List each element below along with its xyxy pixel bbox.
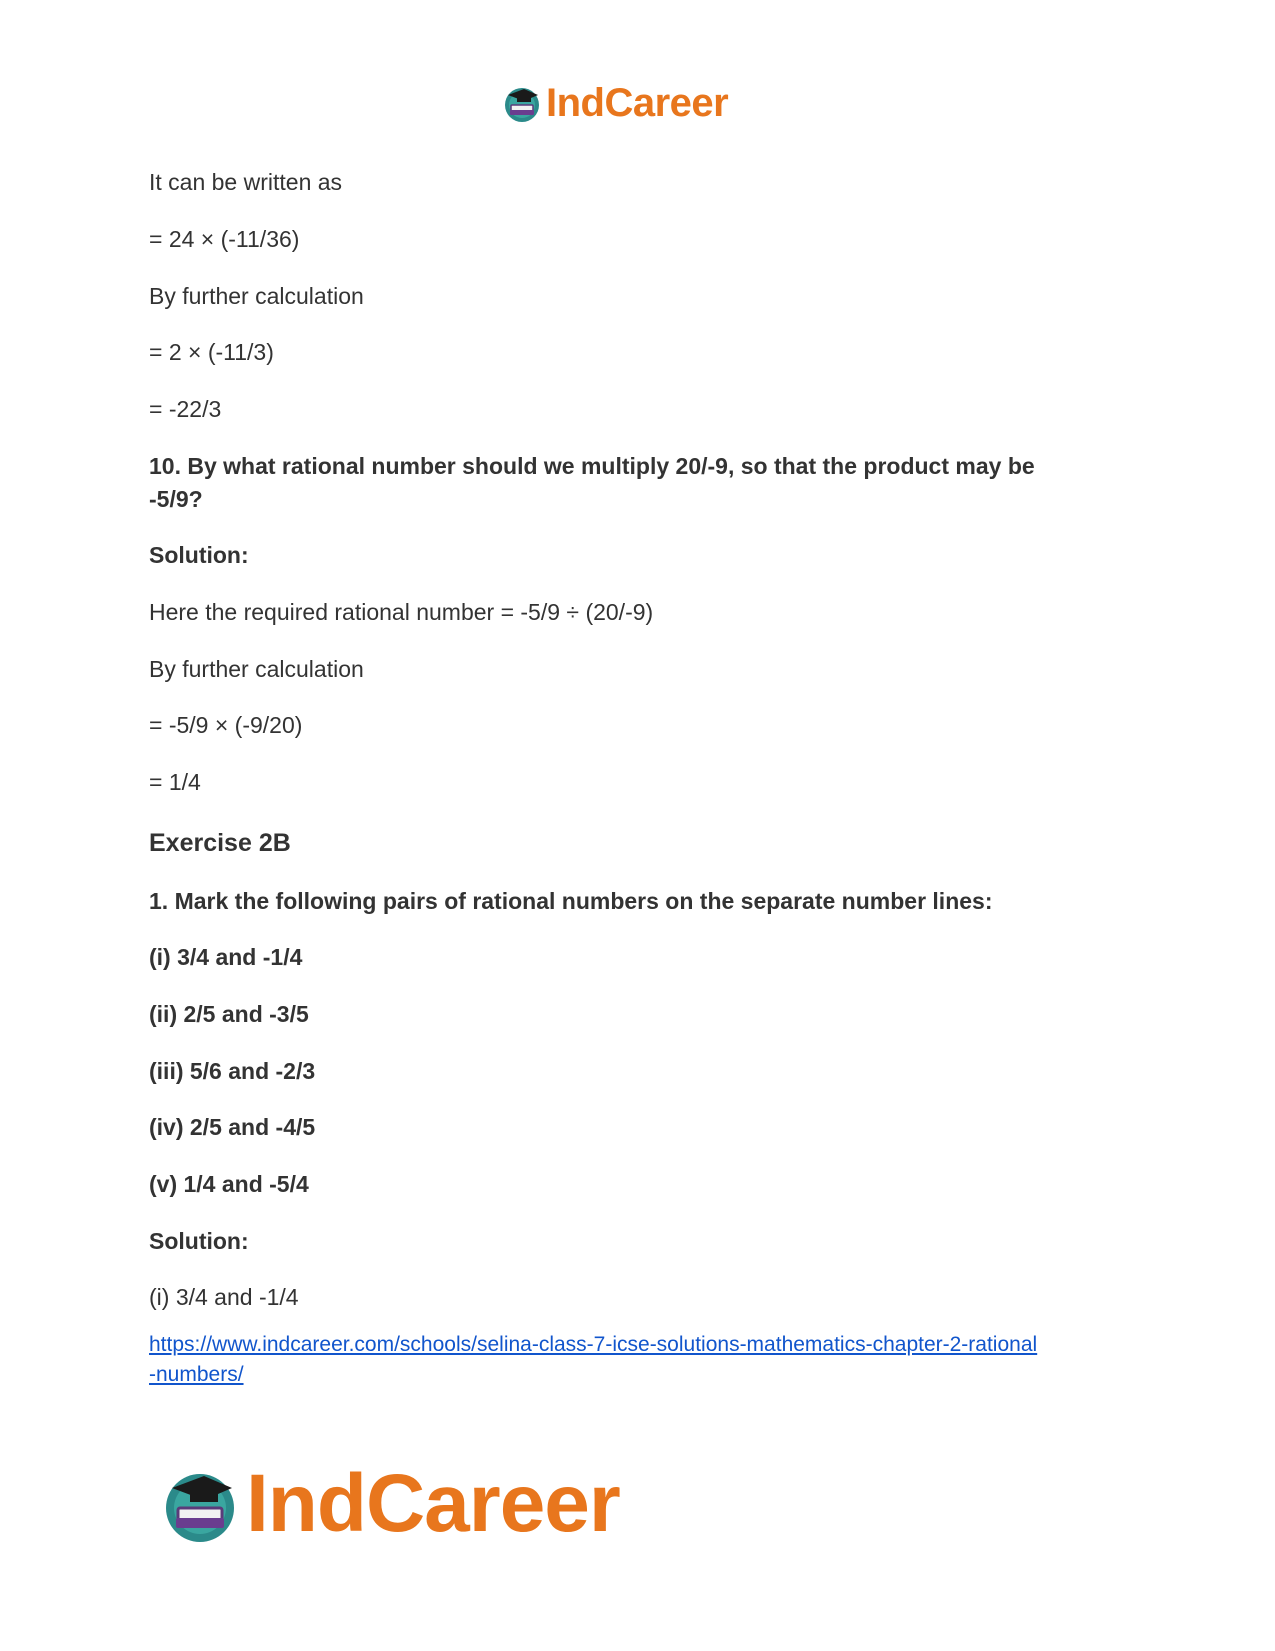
graduation-globe-icon [160,1464,240,1544]
text-line: = 24 × (-11/36) [149,226,300,252]
question-part: (iv) 2/5 and -4/5 [149,1114,316,1140]
solution-label: Solution: [149,542,249,568]
footer-logo [160,1458,620,1549]
question-part: (i) 3/4 and -1/4 [149,944,303,970]
footer-link-line1: https://www.indcareer.com/schools/selina-class-7-icse-solutions-mathematics-chapter-2-rational [149,1333,1038,1356]
text-line: Here the required rational number = -5/9 ÷ (20/-9) [149,599,654,625]
text-line: = 1/4 [149,769,201,795]
question-1: 1. Mark the following pairs of rational numbers on the separate number lines: [149,888,993,914]
text-line: = -22/3 [149,396,222,422]
text-line: = 2 × (-11/3) [149,339,274,365]
question-part: (v) 1/4 and -5/4 [149,1171,309,1197]
brand-name: IndCareer [246,1458,620,1549]
question-part: (iii) 5/6 and -2/3 [149,1058,316,1084]
text-line: (i) 3/4 and -1/4 [149,1284,299,1310]
text-line: It can be written as [149,169,343,195]
exercise-heading: Exercise 2B [149,829,291,857]
question-10-line1: 10. By what rational number should we multiply 20/-9, so that the product may be [149,453,1035,479]
question-10-line2: -5/9? [149,486,203,512]
header-logo [502,80,728,126]
text-line: By further calculation [149,656,364,682]
graduation-globe-icon [502,83,542,123]
footer-link-line2: -numbers/ [149,1363,244,1386]
brand-name: IndCareer [546,80,729,125]
footer-source-link[interactable] [149,1330,1129,1390]
text-line: = -5/9 × (-9/20) [149,712,303,738]
text-line: By further calculation [149,283,364,309]
question-part: (ii) 2/5 and -3/5 [149,1001,309,1027]
solution-label: Solution: [149,1228,249,1254]
